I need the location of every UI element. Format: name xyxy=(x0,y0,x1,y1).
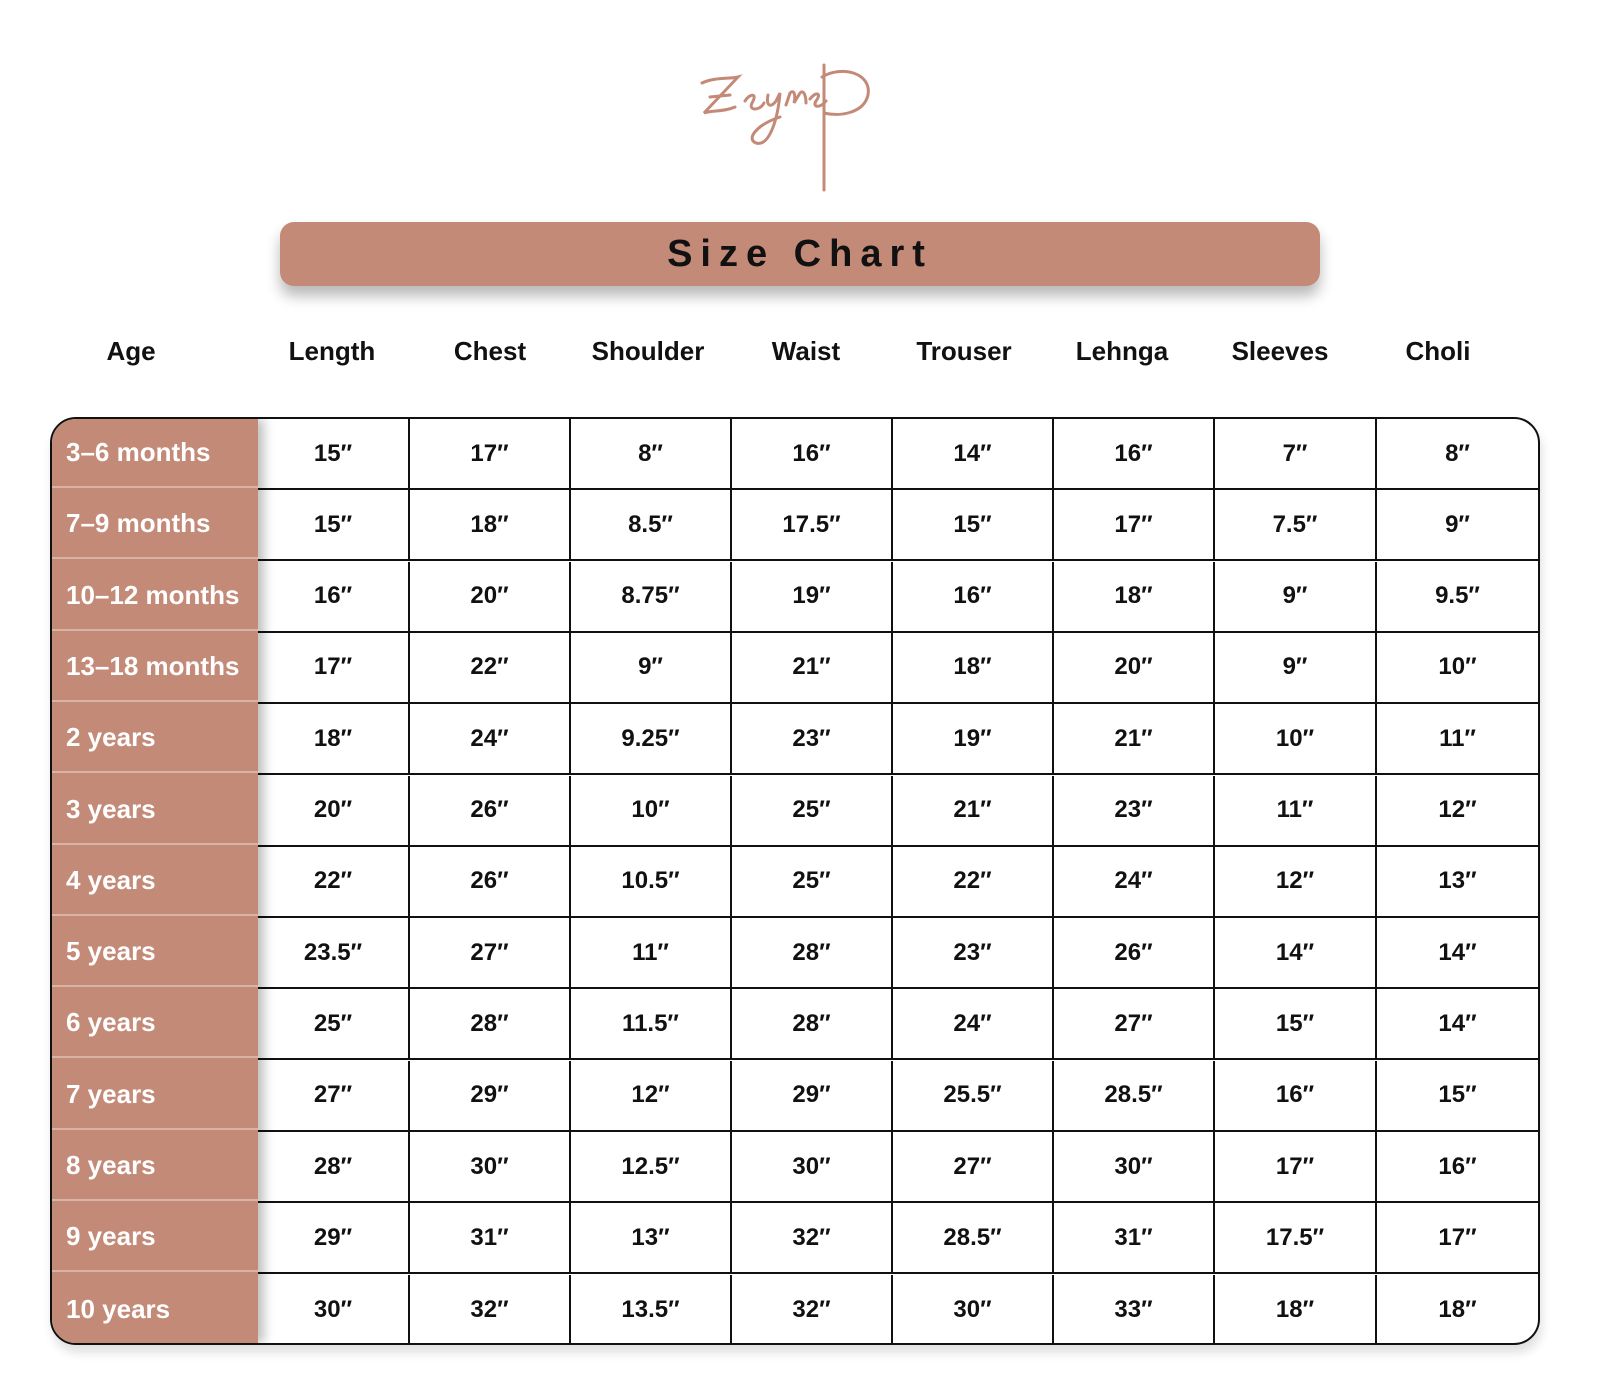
cell-sleeves: 16″ xyxy=(1213,1061,1375,1130)
age-label: 8 years xyxy=(52,1132,258,1201)
cell-chest: 32″ xyxy=(408,1275,569,1345)
cell-length: 15″ xyxy=(313,439,353,467)
table-row xyxy=(52,490,1538,561)
cell-length: 23.5″ xyxy=(303,938,363,966)
table-row xyxy=(52,1203,1538,1274)
size-table xyxy=(50,417,1540,1345)
cell-length: 22″ xyxy=(313,867,353,895)
cell-trouser: 22″ xyxy=(891,847,1052,916)
header-sleeves: Sleeves xyxy=(1231,336,1329,366)
cell-lehnga: 23″ xyxy=(1052,776,1213,845)
cell-length: 25″ xyxy=(313,1009,353,1037)
cell-length: 17″ xyxy=(313,653,353,681)
zeynep-logo-icon xyxy=(690,55,890,205)
age-label: 2 years xyxy=(52,704,258,773)
age-label: 6 years xyxy=(52,989,258,1058)
brand-logo xyxy=(690,55,890,205)
age-label: 3 years xyxy=(52,776,258,845)
cell-chest: 31″ xyxy=(408,1203,569,1272)
cell-lehnga: 26″ xyxy=(1052,918,1213,987)
header-lehnga: Lehnga xyxy=(1075,336,1169,366)
cell-length: 29″ xyxy=(313,1223,353,1251)
cell-choli: 10″ xyxy=(1375,633,1538,702)
header-waist: Waist xyxy=(771,336,841,366)
cell-sleeves: 14″ xyxy=(1213,918,1375,987)
cell-length: 30″ xyxy=(313,1296,353,1324)
cell-waist: 16″ xyxy=(730,419,891,488)
cell-shoulder: 9.25″ xyxy=(569,704,730,773)
age-label: 4 years xyxy=(52,847,258,916)
cell-lehnga: 21″ xyxy=(1052,704,1213,773)
cell-sleeves: 18″ xyxy=(1213,1275,1375,1345)
header-shoulder: Shoulder xyxy=(591,336,705,366)
cell-sleeves: 9″ xyxy=(1213,562,1375,631)
cell-lehnga: 16″ xyxy=(1052,419,1213,488)
cell-trouser: 28.5″ xyxy=(891,1203,1052,1272)
cell-waist: 28″ xyxy=(730,918,891,987)
cell-trouser: 24″ xyxy=(891,989,1052,1058)
cell-shoulder: 8.75″ xyxy=(569,562,730,631)
cell-shoulder: 11″ xyxy=(569,918,730,987)
cell-lehnga: 20″ xyxy=(1052,633,1213,702)
cell-lehnga: 24″ xyxy=(1052,847,1213,916)
cell-waist: 17.5″ xyxy=(730,490,891,559)
table-row xyxy=(52,989,1538,1060)
cell-trouser: 30″ xyxy=(891,1275,1052,1345)
cell-shoulder: 13″ xyxy=(569,1203,730,1272)
age-label: 7 years xyxy=(52,1061,258,1130)
age-label: 3–6 months xyxy=(52,419,258,488)
cell-trouser: 19″ xyxy=(891,704,1052,773)
table-row xyxy=(52,1132,1538,1203)
cell-lehnga: 31″ xyxy=(1052,1203,1213,1272)
cell-trouser: 21″ xyxy=(891,776,1052,845)
cell-choli: 15″ xyxy=(1375,1061,1538,1130)
cell-sleeves: 17″ xyxy=(1213,1132,1375,1201)
cell-sleeves: 17.5″ xyxy=(1213,1203,1375,1272)
cell-waist: 28″ xyxy=(730,989,891,1058)
cell-lehnga: 33″ xyxy=(1052,1275,1213,1345)
cell-choli: 12″ xyxy=(1375,776,1538,845)
age-label: 10 years xyxy=(52,1275,258,1345)
cell-lehnga: 27″ xyxy=(1052,989,1213,1058)
cell-trouser: 14″ xyxy=(891,419,1052,488)
cell-choli: 14″ xyxy=(1375,989,1538,1058)
cell-length: 28″ xyxy=(313,1152,353,1180)
cell-choli: 18″ xyxy=(1375,1275,1538,1345)
cell-lehnga: 17″ xyxy=(1052,490,1213,559)
cell-trouser: 27″ xyxy=(891,1132,1052,1201)
cell-length: 20″ xyxy=(313,796,353,823)
cell-lehnga: 28.5″ xyxy=(1052,1061,1213,1130)
age-label: 10–12 months xyxy=(52,562,258,631)
cell-waist: 29″ xyxy=(730,1061,891,1130)
cell-shoulder: 10″ xyxy=(569,776,730,845)
cell-shoulder: 11.5″ xyxy=(569,989,730,1058)
cell-chest: 30″ xyxy=(408,1132,569,1201)
cell-sleeves: 9″ xyxy=(1213,633,1375,702)
cell-waist: 19″ xyxy=(730,562,891,631)
size-chart-banner xyxy=(280,222,1320,286)
cell-length: 27″ xyxy=(313,1081,353,1109)
cell-choli: 9.5″ xyxy=(1375,562,1538,631)
page-title: Size Chart xyxy=(667,232,933,275)
cell-shoulder: 12.5″ xyxy=(569,1132,730,1201)
header-age: Age xyxy=(106,336,156,366)
cell-shoulder: 8″ xyxy=(569,419,730,488)
cell-lehnga: 30″ xyxy=(1052,1132,1213,1201)
cell-shoulder: 10.5″ xyxy=(569,847,730,916)
cell-waist: 21″ xyxy=(730,633,891,702)
header-length: Length xyxy=(288,336,376,366)
cell-chest: 27″ xyxy=(408,918,569,987)
cell-sleeves: 7″ xyxy=(1213,419,1375,488)
age-label: 7–9 months xyxy=(52,490,258,559)
table-row xyxy=(52,1275,1538,1345)
cell-length: 18″ xyxy=(313,724,353,752)
cell-shoulder: 12″ xyxy=(569,1061,730,1130)
cell-chest: 20″ xyxy=(408,562,569,631)
cell-sleeves: 7.5″ xyxy=(1213,490,1375,559)
cell-trouser: 18″ xyxy=(891,633,1052,702)
table-row xyxy=(52,918,1538,989)
cell-trouser: 15″ xyxy=(891,490,1052,559)
age-label: 9 years xyxy=(52,1203,258,1272)
cell-trouser: 23″ xyxy=(891,918,1052,987)
cell-choli: 14″ xyxy=(1375,918,1538,987)
cell-chest: 26″ xyxy=(408,847,569,916)
cell-waist: 25″ xyxy=(730,847,891,916)
table-row xyxy=(52,419,1538,490)
cell-trouser: 25.5″ xyxy=(891,1061,1052,1130)
header-chest: Chest xyxy=(453,336,527,366)
table-row xyxy=(52,776,1538,847)
cell-choli: 17″ xyxy=(1375,1203,1538,1272)
cell-waist: 23″ xyxy=(730,704,891,773)
cell-choli: 9″ xyxy=(1375,490,1538,559)
cell-sleeves: 11″ xyxy=(1213,776,1375,845)
table-row xyxy=(52,562,1538,633)
cell-shoulder: 13.5″ xyxy=(569,1275,730,1345)
cell-choli: 16″ xyxy=(1375,1132,1538,1201)
header-choli: Choli xyxy=(1405,336,1471,366)
header-trouser: Trouser xyxy=(916,336,1012,366)
cell-choli: 13″ xyxy=(1375,847,1538,916)
cell-chest: 17″ xyxy=(408,419,569,488)
cell-lehnga: 18″ xyxy=(1052,562,1213,631)
age-label: 13–18 months xyxy=(52,633,258,702)
cell-sleeves: 10″ xyxy=(1213,704,1375,773)
column-headers xyxy=(0,336,1600,376)
table-row xyxy=(52,1061,1538,1132)
cell-sleeves: 15″ xyxy=(1213,989,1375,1058)
cell-shoulder: 8.5″ xyxy=(569,490,730,559)
cell-waist: 32″ xyxy=(730,1275,891,1345)
table-row xyxy=(52,847,1538,918)
cell-length: 15″ xyxy=(313,510,353,538)
cell-shoulder: 9″ xyxy=(569,633,730,702)
cell-chest: 26″ xyxy=(408,776,569,845)
cell-waist: 25″ xyxy=(730,776,891,845)
age-label: 5 years xyxy=(52,918,258,987)
cell-chest: 22″ xyxy=(408,633,569,702)
cell-sleeves: 12″ xyxy=(1213,847,1375,916)
cell-length: 16″ xyxy=(313,582,353,610)
table-row xyxy=(52,633,1538,704)
cell-choli: 8″ xyxy=(1375,419,1538,488)
cell-waist: 30″ xyxy=(730,1132,891,1201)
cell-waist: 32″ xyxy=(730,1203,891,1272)
cell-chest: 28″ xyxy=(408,989,569,1058)
cell-chest: 24″ xyxy=(408,704,569,773)
cell-chest: 29″ xyxy=(408,1061,569,1130)
cell-choli: 11″ xyxy=(1375,704,1538,773)
cell-trouser: 16″ xyxy=(891,562,1052,631)
table-row xyxy=(52,704,1538,775)
cell-chest: 18″ xyxy=(408,490,569,559)
